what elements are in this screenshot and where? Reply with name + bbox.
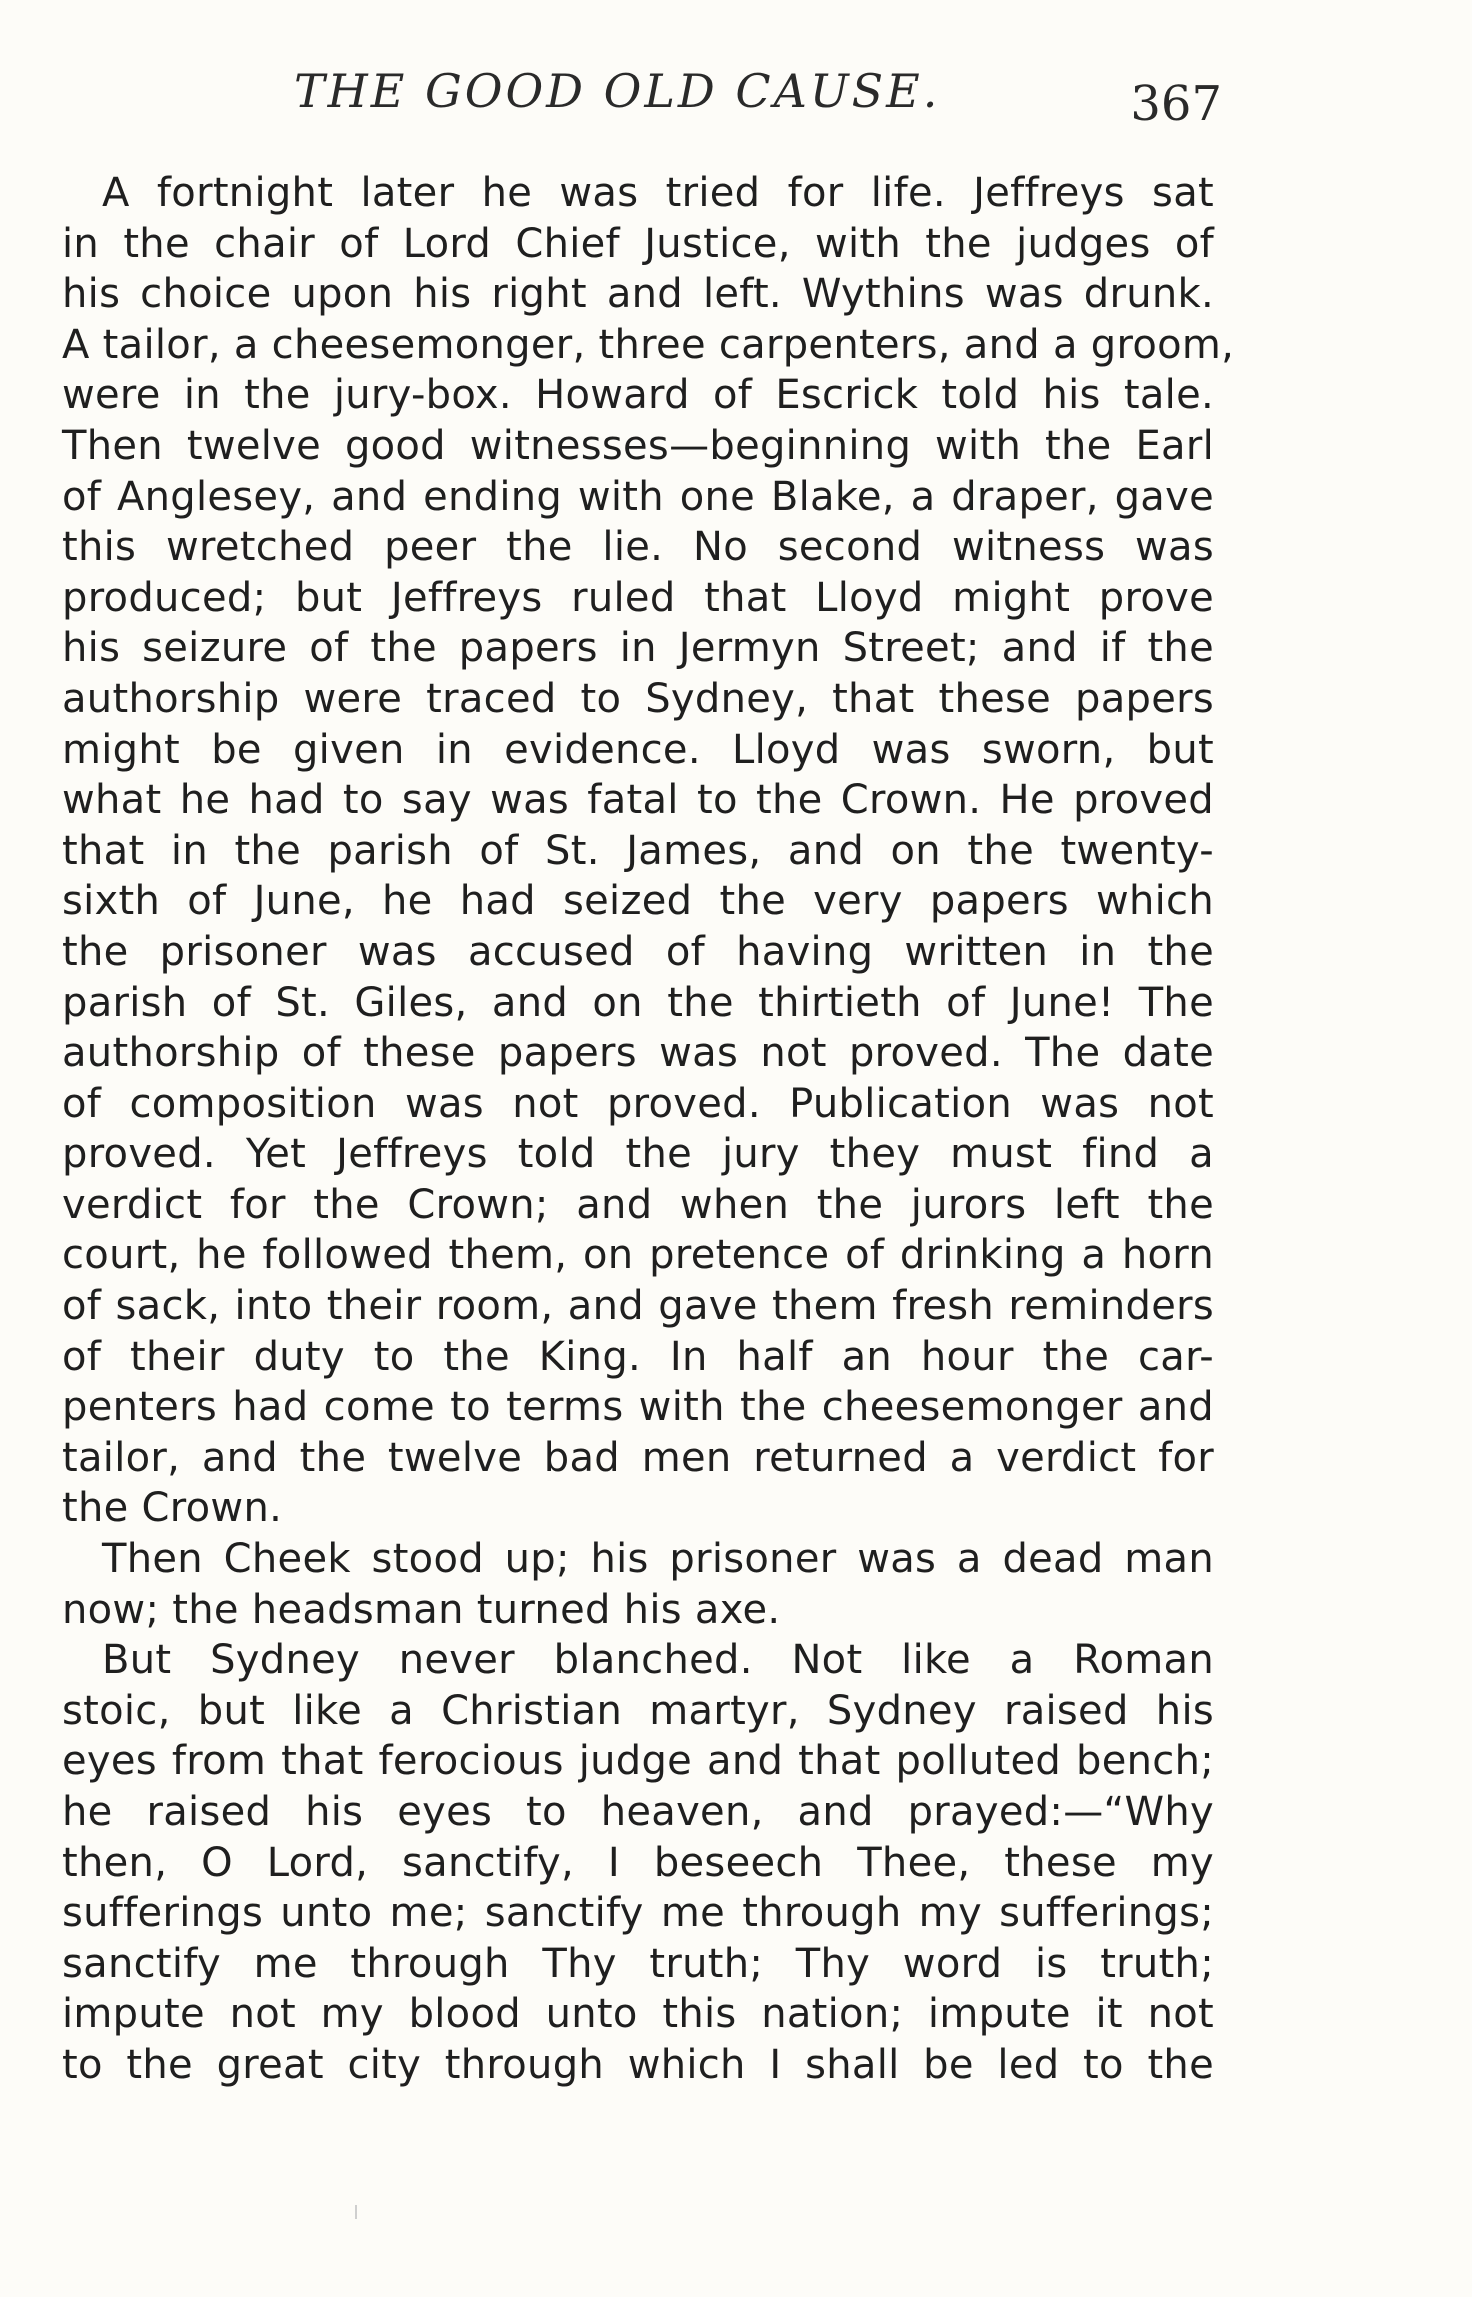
text-line: A fortnight later he was tried for life. Jeffreys sat	[102, 170, 1214, 216]
paper-speck	[355, 2205, 357, 2219]
text-line: produced; but Jeffreys ruled that Lloyd might prove	[62, 574, 1214, 621]
text-line: impute not my blood unto this nation; impute it not	[62, 1991, 1214, 2038]
text-line: eyes from that ferocious judge and that polluted bench;	[62, 1738, 1214, 1785]
page-number: 367	[1130, 76, 1222, 132]
text-line: tailor, and the twelve bad men returned a verdict for	[62, 1434, 1214, 1481]
text-line: now; the headsman turned his axe.	[62, 1586, 781, 1633]
text-line: might be given in evidence. Lloyd was sworn, but	[62, 726, 1214, 773]
text-line: of sack, into their room, and gave them fresh reminders	[62, 1283, 1214, 1330]
text-line: the Crown.	[62, 1485, 283, 1532]
text-line: of Anglesey, and ending with one Blake, a draper, gave	[62, 473, 1214, 520]
text-line: of their duty to the King. In half an hour the car-	[62, 1333, 1214, 1380]
text-line: his choice upon his right and left. Wythins was drunk.	[62, 271, 1214, 318]
text-line: he raised his eyes to heaven, and prayed:—“Why	[62, 1789, 1214, 1835]
text-line: verdict for the Crown; and when the jurors left the	[62, 1181, 1214, 1228]
text-line: sanctify me through Thy truth; Thy word is truth;	[62, 1940, 1214, 1987]
text-line: sixth of June, he had seized the very papers which	[62, 878, 1214, 925]
text-line: authorship of these papers was not proved. The date	[62, 1030, 1214, 1077]
text-line: Then twelve good witnesses—beginning with the Earl	[62, 422, 1214, 469]
paragraph-1	[62, 168, 1235, 1534]
text-line: Then Cheek stood up; his prisoner was a dead man	[102, 1536, 1214, 1583]
text-line: of composition was not proved. Publication was not	[62, 1080, 1214, 1127]
text-line: that in the parish of St. James, and on the twenty-	[62, 827, 1214, 874]
text-line: in the chair of Lord Chief Justice, with the judges of	[62, 220, 1214, 267]
body-text	[62, 168, 1235, 2091]
text-line: proved. Yet Jeffreys told the jury they must find a	[62, 1131, 1214, 1178]
paragraph-3	[62, 1635, 1214, 2090]
text-line: But Sydney never blanched. Not like a Roman	[102, 1637, 1214, 1684]
text-line: A tailor, a cheesemonger, three carpenters, and a groom,	[62, 321, 1235, 368]
text-line: stoic, but like a Christian martyr, Sydney raised his	[62, 1687, 1214, 1734]
text-line: sufferings unto me; sanctify me through my sufferings;	[62, 1890, 1214, 1937]
paragraph-2	[62, 1534, 1214, 1635]
text-line: court, he followed them, on pretence of drinking a horn	[62, 1232, 1214, 1279]
text-line: his seizure of the papers in Jermyn Street; and if the	[62, 625, 1214, 672]
text-line: authorship were traced to Sydney, that these papers	[62, 675, 1214, 722]
text-line: this wretched peer the lie. No second witness was	[62, 524, 1214, 571]
text-line: to the great city through which I shall be led to the	[62, 2041, 1214, 2088]
running-title: THE GOOD OLD CAUSE.	[294, 64, 941, 118]
text-line: what he had to say was fatal to the Crown. He proved	[62, 777, 1214, 824]
text-line: the prisoner was accused of having written in the	[62, 928, 1214, 975]
text-line: parish of St. Giles, and on the thirtieth of June! The	[62, 979, 1214, 1026]
text-line: were in the jury-box. Howard of Escrick told his tale.	[62, 372, 1214, 419]
text-line: then, O Lord, sanctify, I beseech Thee, these my	[62, 1839, 1214, 1886]
page-header	[62, 62, 1222, 132]
text-line: penters had come to terms with the cheesemonger and	[62, 1384, 1214, 1431]
